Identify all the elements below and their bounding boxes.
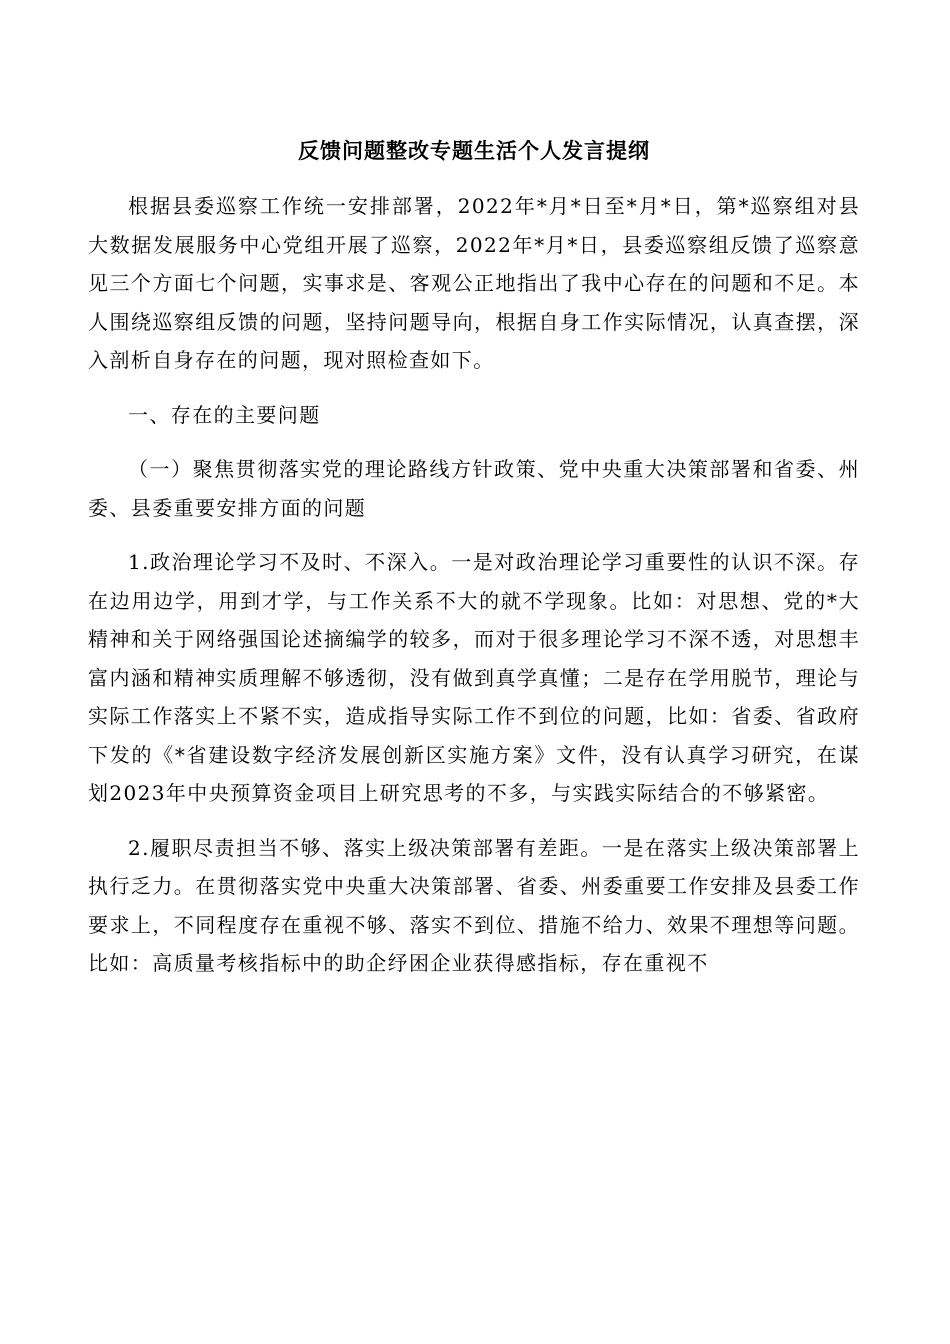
- document-page: [88, 135, 860, 999]
- section-heading-main-problems: 一、存在的主要问题: [128, 402, 321, 427]
- intro-paragraph: 根据县委巡察工作统一安排部署，2022年*月*日至*月*日，第*巡察组对县大数据发展服务中心党组开展了巡察，2022年*月*日，县委巡察组反馈了巡察意见三个方面七个问题，实事求是、客观公正地指出了我中心存在的问题和不足。本人围绕巡察组反馈的问题，坚持问题导向，根据自身工作实际情况，认真查摆，深入剖析自身存在的问题，现对照检查如下。: [88, 194, 860, 372]
- document-title: 反馈问题整改专题生活个人发言提纲: [298, 138, 650, 163]
- item-paragraph-2: 2.履职尽责担当不够、落实上级决策部署有差距。一是在落实上级决策部署上执行乏力。在贯彻落实党中央重大决策部署、省委、州委重要工作安排及县委工作要求上，不同程度存在重视不够、落实不到位、措施不给力、效果不理想等问题。比如：高质量考核指标中的助企纾困企业获得感指标，存在重视不: [88, 835, 860, 975]
- item-paragraph-1: 1.政治理论学习不及时、不深入。一是对政治理论学习重要性的认识不深。存在边用边学，用到才学，与工作关系不大的就不学现象。比如：对思想、党的*大精神和关于网络强国论述摘编学的较多，而对于很多理论学习不深不透，对思想丰富内涵和精神实质理解不够透彻，没有做到真学真懂；二是存在学用脱节，理论与实际工作落实上不紧不实，造成指导实际工作不到位的问题，比如：省委、省政府下发的《*省建设数字经济发展创新区实施方案》文件，没有认真学习研究，在谋划2023年中央预算资金项目上研究思考的不多，与实践实际结合的不够紧密。: [88, 550, 860, 805]
- subsection-heading-1: （一）聚焦贯彻落实党的理论路线方针政策、党中央重大决策部署和省委、州委、县委重要安排方面的问题: [88, 457, 860, 520]
